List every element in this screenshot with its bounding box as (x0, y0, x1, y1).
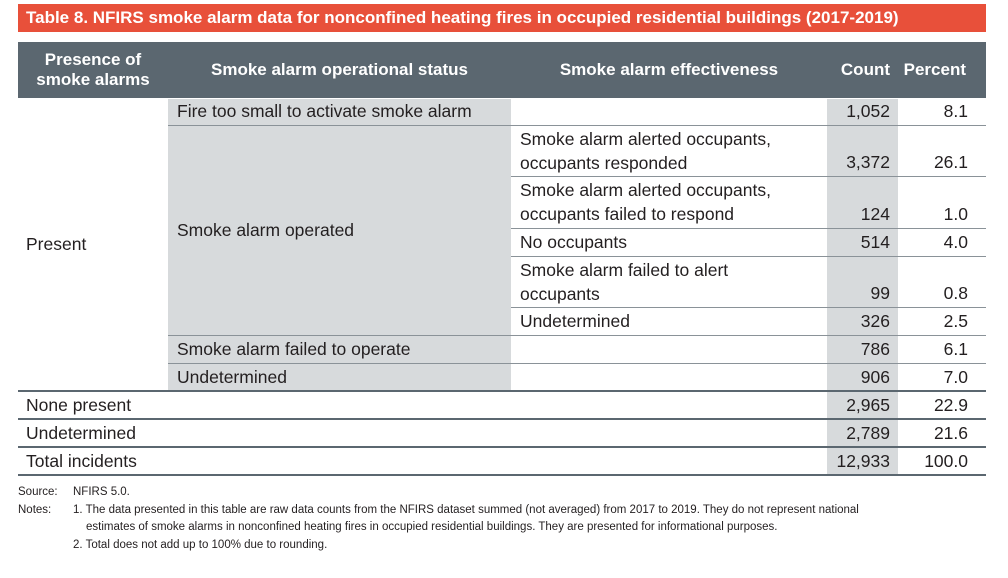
status-operated: Smoke alarm operated (177, 220, 355, 240)
header-percent: Percent (898, 42, 986, 98)
section-divider (18, 446, 986, 448)
effectiveness-failed-alert: Smoke alarm failed to alert occupants (520, 260, 729, 304)
count-cell: 1,052 (846, 101, 890, 121)
table-title: Table 8. NFIRS smoke alarm data for nonconfined heating fires in occupied residential buildings (2017-2019) (18, 4, 986, 32)
row-divider (511, 307, 986, 308)
count-cell: 786 (860, 339, 890, 359)
count-cell: 326 (860, 311, 890, 331)
count-cell: 2,965 (846, 395, 890, 415)
status-too-small: Fire too small to activate smoke alarm (177, 101, 472, 121)
effectiveness-alerted-responded: Smoke alarm alerted occupants, occupants responded (520, 129, 771, 173)
percent-cell: 1.0 (943, 204, 968, 224)
row-divider (168, 335, 986, 336)
count-cell: 514 (860, 232, 890, 252)
status-undetermined: Undetermined (177, 367, 287, 387)
summary-none-present-label: None present (26, 395, 132, 415)
row-divider (511, 228, 986, 229)
effectiveness-no-occupants: No occupants (520, 232, 628, 252)
source-text: NFIRS 5.0. (73, 486, 130, 498)
percent-cell: 4.0 (943, 232, 968, 252)
percent-cell: 22.9 (933, 395, 968, 415)
notes-label: Notes: (18, 504, 52, 516)
row-divider (168, 363, 986, 364)
percent-cell: 7.0 (943, 367, 968, 387)
percent-cell: 26.1 (933, 152, 968, 172)
count-cell: 906 (860, 367, 890, 387)
percent-cell: 6.1 (943, 339, 968, 359)
percent-cell: 100.0 (924, 451, 968, 471)
header-count: Count (827, 42, 898, 98)
percent-cell: 2.5 (943, 311, 968, 331)
header-effectiveness: Smoke alarm effectiveness (511, 42, 827, 98)
row-divider (511, 256, 986, 257)
count-cell: 2,789 (846, 423, 890, 443)
table-bottom-rule (18, 474, 986, 476)
header-status: Smoke alarm operational status (168, 42, 511, 98)
status-failed-operate: Smoke alarm failed to operate (177, 339, 411, 359)
section-divider (18, 390, 986, 392)
count-cell: 12,933 (836, 451, 890, 471)
row-divider (168, 125, 986, 126)
source-label: Source: (18, 486, 58, 498)
row-divider (511, 176, 986, 177)
note-1-line-1: 1. The data presented in this table are raw data counts from the NFIRS dataset summed (not averaged) from 2017 to 2019. They do not represent national (73, 504, 859, 516)
percent-cell: 21.6 (933, 423, 968, 443)
header-presence: Presence of smoke alarms (18, 42, 168, 98)
count-cell: 3,372 (846, 152, 890, 172)
note-1-line-2: estimates of smoke alarms in nonconfined heating fires in occupied residential buildings. They are presented for informational purposes. (86, 521, 778, 533)
count-cell: 124 (860, 204, 890, 224)
note-2: 2. Total does not add up to 100% due to rounding. (73, 539, 328, 551)
count-cell: 99 (870, 283, 890, 303)
effectiveness-undetermined: Undetermined (520, 311, 630, 331)
percent-cell: 0.8 (943, 283, 968, 303)
presence-present: Present (26, 234, 87, 254)
percent-cell: 8.1 (943, 101, 968, 121)
section-divider (18, 418, 986, 420)
effectiveness-alerted-failed: Smoke alarm alerted occupants, occupants failed to respond (520, 180, 771, 224)
summary-undetermined-label: Undetermined (26, 423, 136, 443)
summary-total-label: Total incidents (26, 451, 137, 471)
